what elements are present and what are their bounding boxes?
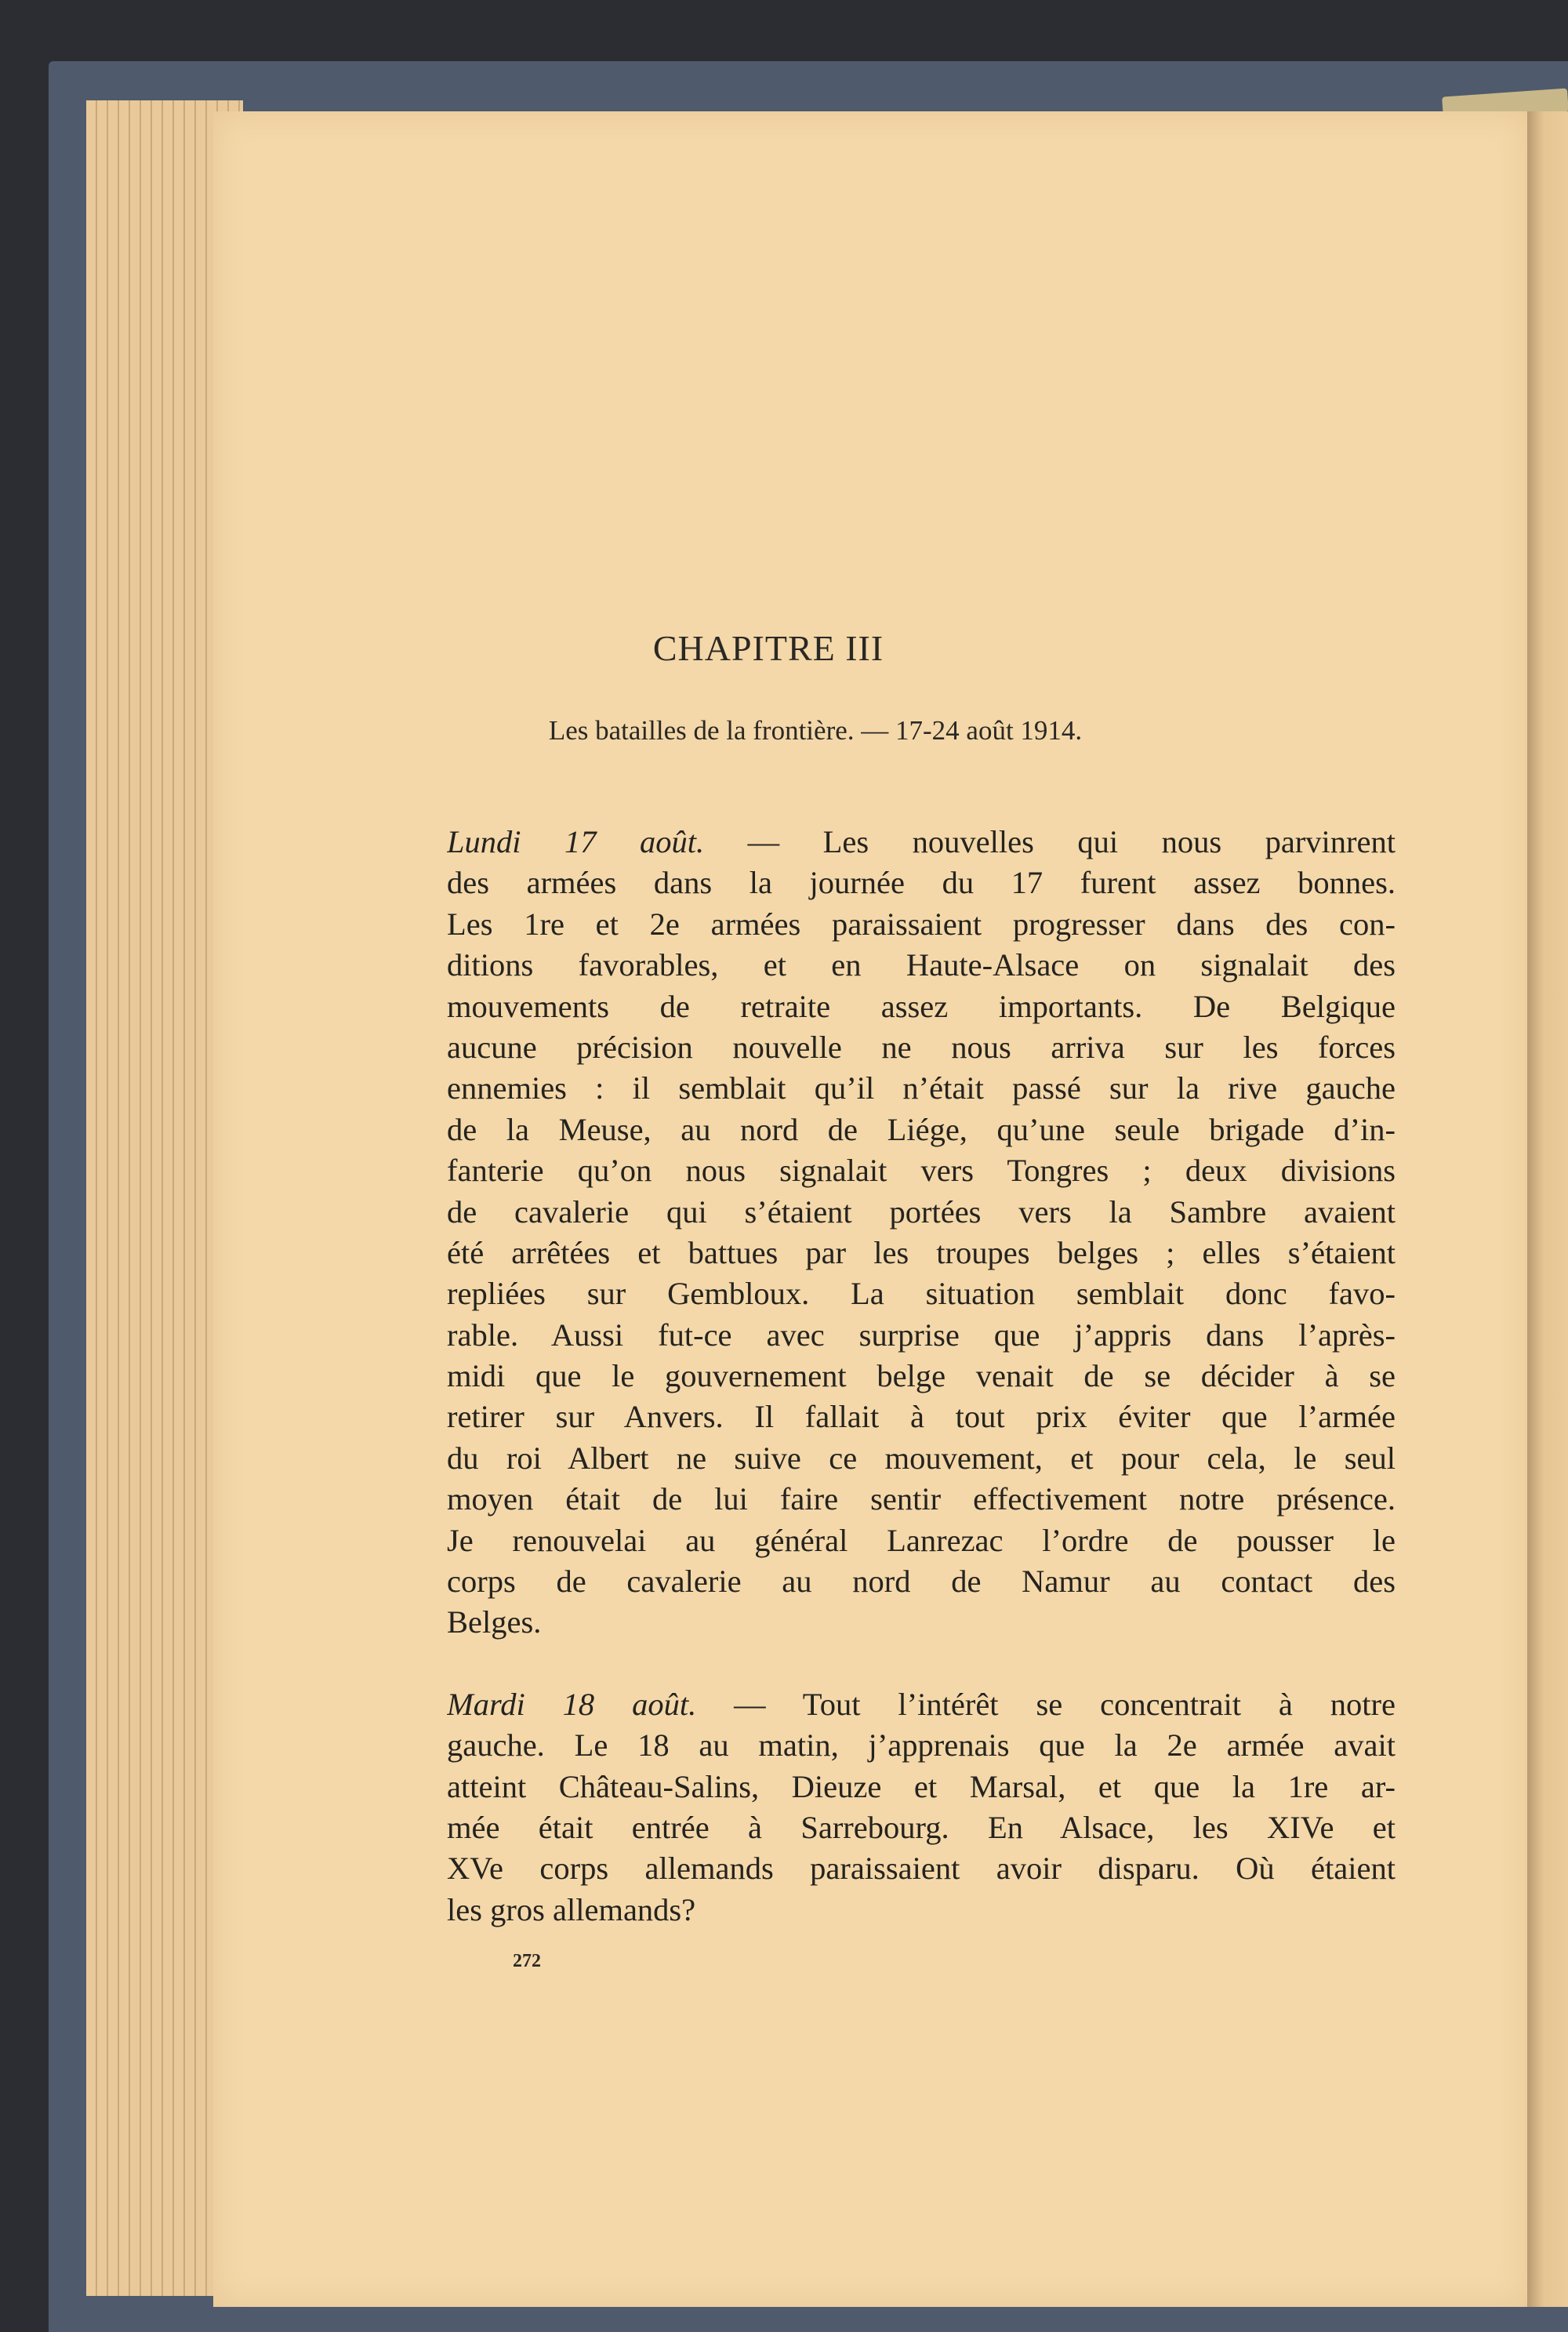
text-line: atteint Château-Salins, Dieuze et Marsal, et que la 1re ar- bbox=[447, 1768, 1396, 1804]
text-line: mouvements de retraite assez importants. De Belgique bbox=[447, 988, 1396, 1024]
text-line: Les 1re et 2e armées paraissaient progresser dans des con- bbox=[447, 906, 1396, 942]
text-line: mée était entrée à Sarrebourg. En Alsace, les XIVe et bbox=[447, 1809, 1396, 1845]
text-line: gauche. Le 18 au matin, j’apprenais que la 2e armée avait bbox=[447, 1727, 1396, 1764]
text-line: les gros allemands? bbox=[447, 1891, 696, 1927]
chapter-subtitle: Les batailles de la frontière. — 17-24 août 1914. bbox=[548, 715, 1083, 746]
facing-page-edge bbox=[1527, 111, 1568, 2307]
text-line: repliées sur Gembloux. La situation semblait donc favo- bbox=[447, 1276, 1396, 1312]
text-line: Mardi 18 août. — Tout l’intérêt se concentrait à notre bbox=[447, 1686, 1396, 1722]
text-line: Je renouvelai au général Lanrezac l’ordre de pousser le bbox=[447, 1522, 1396, 1558]
page-number: 272 bbox=[513, 1951, 541, 1971]
text-line: midi que le gouvernement belge venait de se décider à se bbox=[447, 1358, 1396, 1394]
paragraph-gap bbox=[447, 1644, 1396, 1684]
text-line: ditions favorables, et en Haute-Alsace on signalait des bbox=[447, 947, 1396, 983]
text-line: retirer sur Anvers. Il fallait à tout prix éviter que l’armée bbox=[447, 1399, 1396, 1435]
text-line: du roi Albert ne suive ce mouvement, et pour cela, le seul bbox=[447, 1440, 1396, 1476]
text-line: été arrêtées et battues par les troupes belges ; elles s’étaient bbox=[447, 1234, 1396, 1270]
date-heading: Lundi 17 août. bbox=[447, 824, 705, 859]
date-heading: Mardi 18 août. bbox=[447, 1686, 697, 1722]
text-line: ennemies : il semblait qu’il n’était passé sur la rive gauche bbox=[447, 1070, 1396, 1106]
paragraph-mardi bbox=[447, 1684, 1396, 1931]
text-line: Belges. bbox=[447, 1604, 542, 1640]
text-line: Lundi 17 août. — Les nouvelles qui nous parvinrent bbox=[447, 824, 1396, 859]
text-line: XVe corps allemands paraissaient avoir disparu. Où étaient bbox=[447, 1851, 1396, 1887]
text-line: moyen était de lui faire sentir effectivement notre présence. bbox=[447, 1481, 1396, 1517]
text-line: de cavalerie qui s’étaient portées vers la Sambre avaient bbox=[447, 1193, 1396, 1230]
text-line: corps de cavalerie au nord de Namur au contact des bbox=[447, 1564, 1396, 1600]
text-line: aucune précision nouvelle ne nous arriva sur les forces bbox=[447, 1029, 1396, 1065]
text-line: rable. Aussi fut-ce avec surprise que j’appris dans l’après- bbox=[447, 1317, 1396, 1353]
body-text bbox=[447, 822, 1396, 1931]
chapter-title: CHAPITRE III bbox=[652, 628, 884, 668]
text-line: des armées dans la journée du 17 furent assez bonnes. bbox=[447, 865, 1396, 901]
text-line: fanterie qu’on nous signalait vers Tongres ; deux divisions bbox=[447, 1153, 1396, 1189]
text-line: de la Meuse, au nord de Liége, qu’une seule brigade d’in- bbox=[447, 1111, 1396, 1147]
paragraph-lundi bbox=[447, 822, 1396, 1644]
